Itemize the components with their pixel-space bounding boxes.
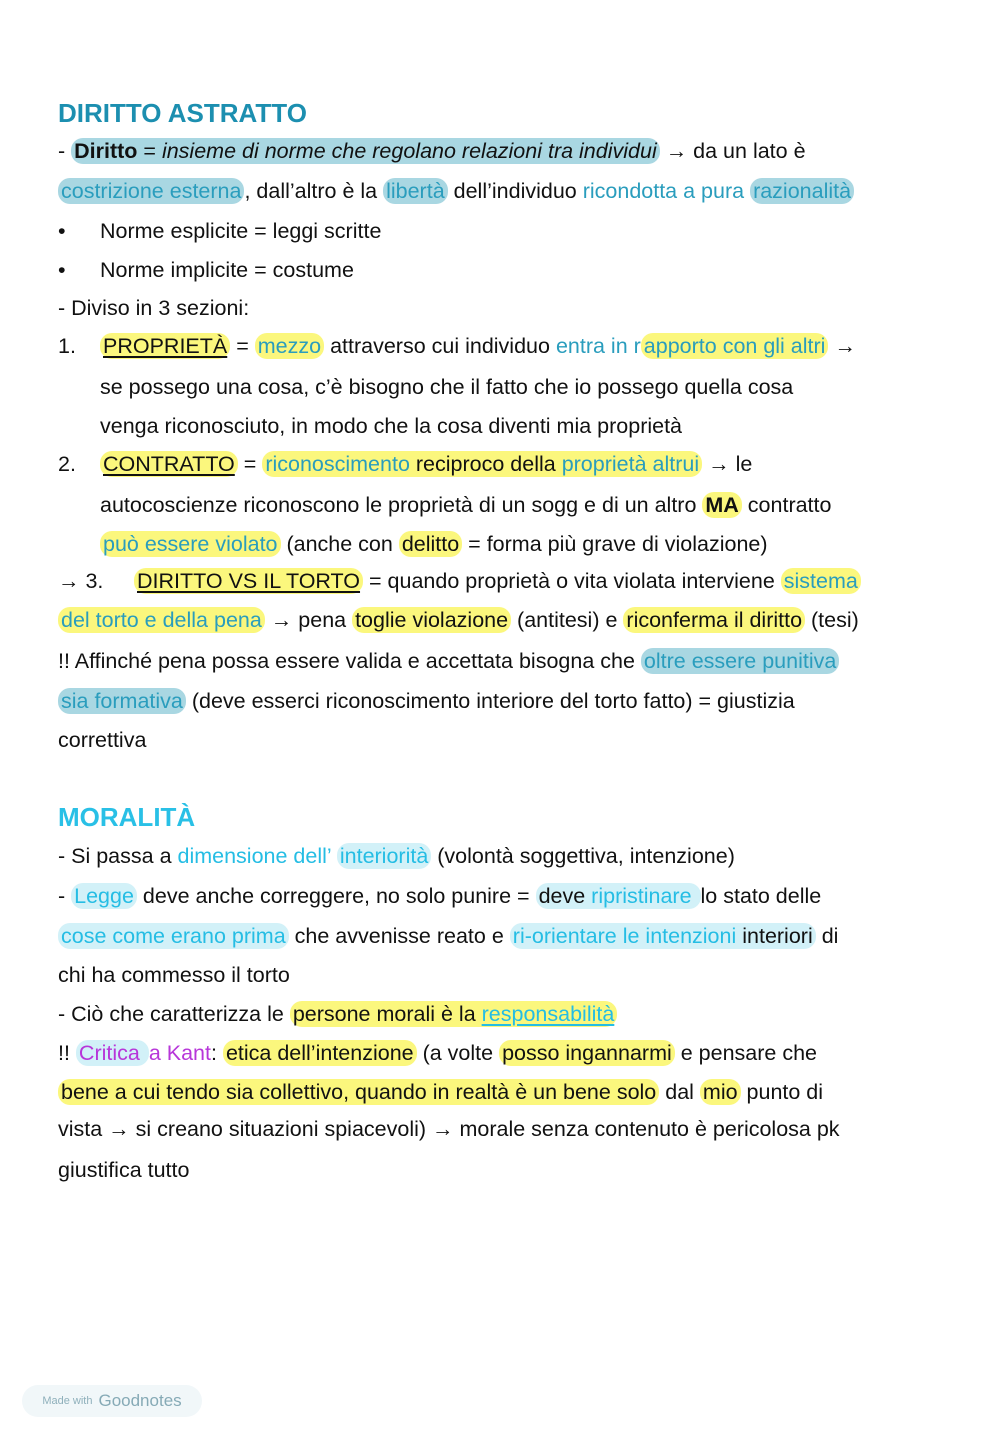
moralita-line-2: - Legge deve anche correggere, no solo punire = deve ripristinare lo stato delle: [58, 884, 822, 908]
moralita-line-3: cose come erano prima che avvenisse reato e ri-orientare le intenzioni interiori di: [58, 921, 960, 951]
diritto-line-1: - Diritto = insieme di norme che regolano relazioni tra individui → da un lato è: [58, 139, 806, 163]
note-line-3: correttiva: [58, 728, 147, 752]
goodnotes-badge: Made with Goodnotes: [22, 1385, 202, 1417]
section-title-moralita: MORALITÀ: [58, 802, 196, 832]
sections-intro: - Diviso in 3 sezioni:: [58, 296, 250, 320]
list-item-1-cont: venga riconosciuto, in modo che la cosa diventi mia proprietà: [100, 414, 683, 438]
list-item-3-cont: del torto e della pena → pena toglie violazione (antitesi) e riconferma il diritto (tesi): [58, 605, 960, 635]
moralita-line-6: !! Critica a Kant: etica dell’intenzione (a volte posso ingannarmi e pensare che: [58, 1041, 818, 1065]
moralita-line-5: - Ciò che caratterizza le persone morali è la responsabilità: [58, 999, 960, 1029]
section-title-diritto: DIRITTO ASTRATTO: [58, 98, 307, 128]
moralita-line-8: vista → si creano situazioni spiacevoli) → morale senza contenuto è pericolosa pk: [58, 1117, 840, 1141]
list-item-2-cont: può essere violato (anche con delitto = forma più grave di violazione): [100, 529, 960, 559]
list-item-1-cont: se possego una cosa, c’è bisogno che il fatto che io possego quella cosa: [100, 375, 794, 399]
moralita-line-9: giustifica tutto: [58, 1158, 190, 1182]
bullet-item: • Norme esplicite = leggi scritte: [58, 219, 382, 243]
moralita-line-4: chi ha commesso il torto: [58, 963, 290, 987]
list-item-2: 2. CONTRATTO = riconoscimento reciproco della proprietà altrui → le: [58, 452, 753, 476]
note-line-1: !! Affinché pena possa essere valida e accettata bisogna che oltre essere punitiva: [58, 646, 960, 676]
moralita-line-1: - Si passa a dimensione dell’ interiorità (volontà soggettiva, intenzione): [58, 844, 735, 868]
list-item-2-cont: autocoscienze riconoscono le proprietà di un sogg e di un altro MA contratto: [100, 493, 832, 517]
moralita-line-7: bene a cui tendo sia collettivo, quando in realtà è un bene solo dal mio punto di: [58, 1077, 960, 1107]
goodnotes-logo: Goodnotes: [98, 1391, 182, 1410]
bullet-item: • Norme implicite = costume: [58, 258, 354, 282]
diritto-line-2: costrizione esterna , dall’altro è la libertà dell’individuo ricondotta a pura razionalità: [58, 176, 960, 206]
list-item-3: → 3. DIRITTO VS IL TORTO = quando proprietà o vita violata interviene sistema: [58, 566, 960, 596]
list-item-1: 1. PROPRIETÀ = mezzo attraverso cui individuo entra in r apporto con gli altri →: [58, 334, 856, 358]
note-line-2: sia formativa (deve esserci riconoscimento interiore del torto fatto) = giustizia: [58, 686, 960, 716]
